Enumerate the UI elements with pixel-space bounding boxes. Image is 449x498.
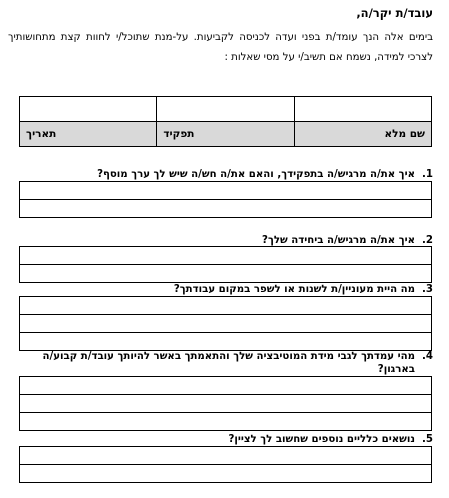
date-label: תאריך: [20, 122, 157, 147]
question-number: 5.: [422, 434, 433, 445]
answer-line[interactable]: [20, 182, 432, 200]
question-4: [16, 350, 433, 376]
question-text: מהי עמדתך לגבי מידת המוטיבציה שלך והתאמתך באשר להיותך עובד/ת קבוע/ה בארגון?: [42, 351, 415, 375]
role-field[interactable]: [157, 97, 294, 122]
role-label: תפקיד: [157, 122, 294, 147]
answer-line[interactable]: [20, 447, 432, 465]
answer-box-1: [19, 181, 432, 218]
answer-line[interactable]: [20, 377, 432, 395]
question-number: 2.: [422, 235, 433, 246]
answer-line[interactable]: [20, 333, 432, 351]
answer-box-4: [19, 376, 432, 431]
question-text: מה היית מעוניין/ת לשנות או לשפר במקום עבודתך?: [173, 284, 415, 295]
question-5: [16, 433, 433, 446]
question-3: [16, 283, 433, 296]
question-number: 4.: [422, 351, 433, 362]
question-number: 3.: [422, 284, 433, 295]
intro-paragraph: בימים אלה הנך עומד/ת בפני ועדה לכניסה לקביעות. על-מנת שתוכל/י לחוות קצת מתחושותיך לצרכי למידה, נשמח אם תשיב/י על מסי שאלות :: [8, 32, 433, 63]
answer-line[interactable]: [20, 265, 432, 283]
answer-line[interactable]: [20, 315, 432, 333]
date-field[interactable]: [20, 97, 157, 122]
name-field[interactable]: [294, 97, 431, 122]
answer-line[interactable]: [20, 413, 432, 431]
answer-line[interactable]: [20, 297, 432, 315]
answer-line[interactable]: [20, 200, 432, 218]
greeting: עובד/ת יקר/ה,: [356, 6, 433, 20]
employee-info-table: [19, 96, 432, 147]
question-text: איך את/ה מרגיש/ה ביחידה שלך?: [262, 235, 415, 246]
name-label: שם מלא: [294, 122, 431, 147]
answer-line[interactable]: [20, 395, 432, 413]
answer-line[interactable]: [20, 247, 432, 265]
answer-line[interactable]: [20, 465, 432, 483]
answer-box-5: [19, 446, 432, 483]
answer-box-3: [19, 296, 432, 351]
question-1: [16, 168, 433, 181]
question-text: נושאים כלליים נוספים שחשוב לך לציין?: [228, 434, 415, 445]
question-text: איך את/ה מרגיש/ה בתפקידך, והאם את/ה חש/ה שיש לך ערך מוסף?: [97, 169, 415, 180]
answer-box-2: [19, 246, 432, 283]
question-number: 1.: [422, 169, 433, 180]
